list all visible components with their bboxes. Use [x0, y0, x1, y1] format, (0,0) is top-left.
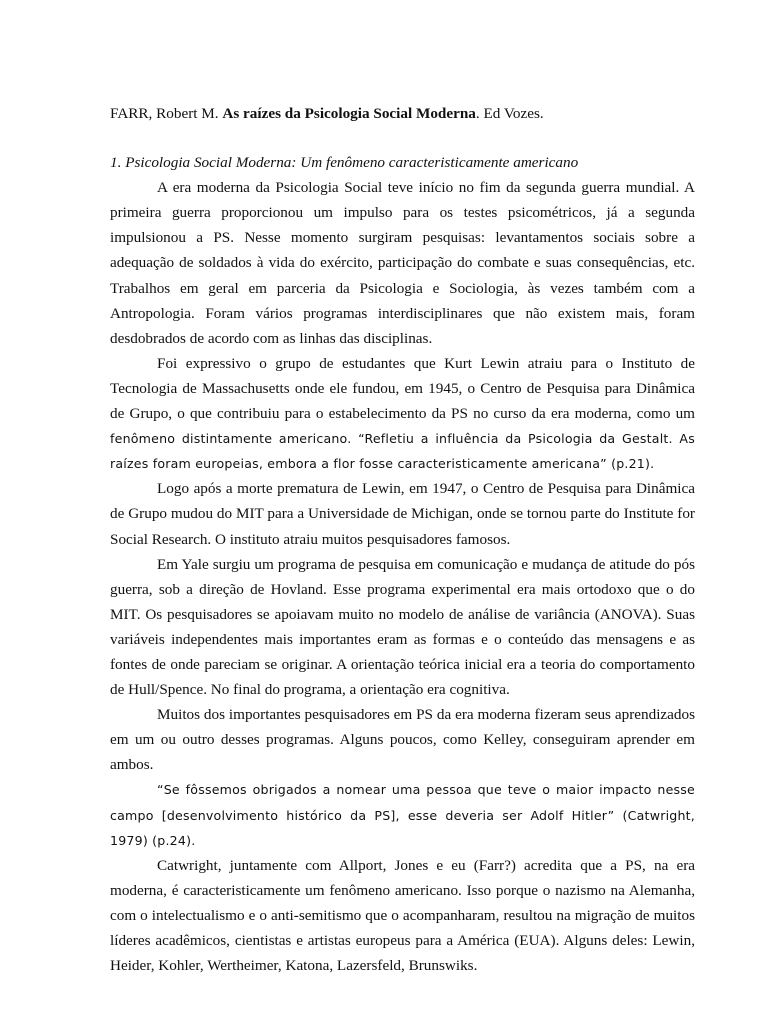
- reference-publisher: . Ed Vozes.: [475, 105, 544, 122]
- bibliographic-reference: [110, 101, 695, 126]
- paragraph-6-quote: “Se fôssemos obrigados a nomear uma pessoa que teve o maior impacto nesse campo [desenvolvimento histórico da PS], esse deveria ser Adolf Hitler” (Catwright, 1979) (p.24).: [110, 782, 695, 848]
- paragraph-2-text: Foi expressivo o grupo de estudantes que Kurt Lewin atraiu para o Instituto de Tecnologia de Massachusetts onde ele fundou, em 1945, o Centro de Pesquisa para Dinâmica de Grupo, o que contribuiu para o estabelecimento da PS no curso da era moderna, como um: [110, 354, 695, 423]
- reference-author: FARR, Robert M.: [110, 105, 223, 122]
- paragraph-7: Catwright, juntamente com Allport, Jones e eu (Farr?) acredita que a PS, na era moderna, é caracteristicamente um fenômeno americano. Isso porque o nazismo na Alemanha, com o intelectualismo e o anti-semitismo que o acompanharam, resultou na migração de muitos líderes acadêmicos, cientistas e artistas europeus para a América (EUA). Alguns deles: Lewin, Heider, Kohler, Wertheimer, Katona, Lazersfeld, Brunswiks.: [110, 856, 695, 975]
- reference-title: As raízes da Psicologia Social Moderna: [222, 105, 476, 122]
- paragraph-5: Muitos dos importantes pesquisadores em PS da era moderna fizeram seus aprendizados em um ou outro desses programas. Alguns poucos, como Kelley, conseguiram aprender em ambos.: [110, 706, 695, 774]
- paragraph-2-quote: fenômeno distintamente americano. “Refletiu a influência da Psicologia da Gestalt. As raízes foram europeias, embora a flor fosse caracteristicamente americana” (p.21).: [110, 431, 695, 472]
- section-title: 1. Psicologia Social Moderna: Um fenômeno caracteristicamente americano: [110, 154, 579, 172]
- document-page: [110, 101, 695, 978]
- paragraph-4: Em Yale surgiu um programa de pesquisa em comunicação e mudança de atitude do pós guerra, sob a direção de Hovland. Esse programa experimental era mais ortodoxo que o do MIT. Os pesquisadores se apoiavam muito no modelo de análise de variância (ANOVA). Suas variáveis independentes mais importantes eram as formas e o conteúdo das mensagens e as fontes de onde pareciam se originar. A orientação teórica inicial era a teoria do comportamento de Hull/Spence. No final do programa, a orientação era cognitiva.: [110, 555, 695, 699]
- paragraph-3: Logo após a morte prematura de Lewin, em 1947, o Centro de Pesquisa para Dinâmica de Grupo mudou do MIT para a Universidade de Michigan, onde se tornou parte do Institute for Social Research. O instituto atraiu muitos pesquisadores famosos.: [110, 480, 695, 548]
- paragraph-1: A era moderna da Psicologia Social teve início no fim da segunda guerra mundial. A primeira guerra proporcionou um impulso para os testes psicométricos, já a segunda impulsionou a PS. Nesse momento surgiram pesquisas: levantamentos sociais sobre a adequação de soldados à vida do exército, participação do combate e suas consequências, etc. Trabalhos em geral em parceria da Psicologia e Sociologia, às vezes também com a Antropologia. Foram vários programas interdisciplinares que não existem mais, foram desdobrados de acordo com as linhas das disciplinas.: [110, 179, 695, 347]
- paragraph-2: [110, 351, 695, 476]
